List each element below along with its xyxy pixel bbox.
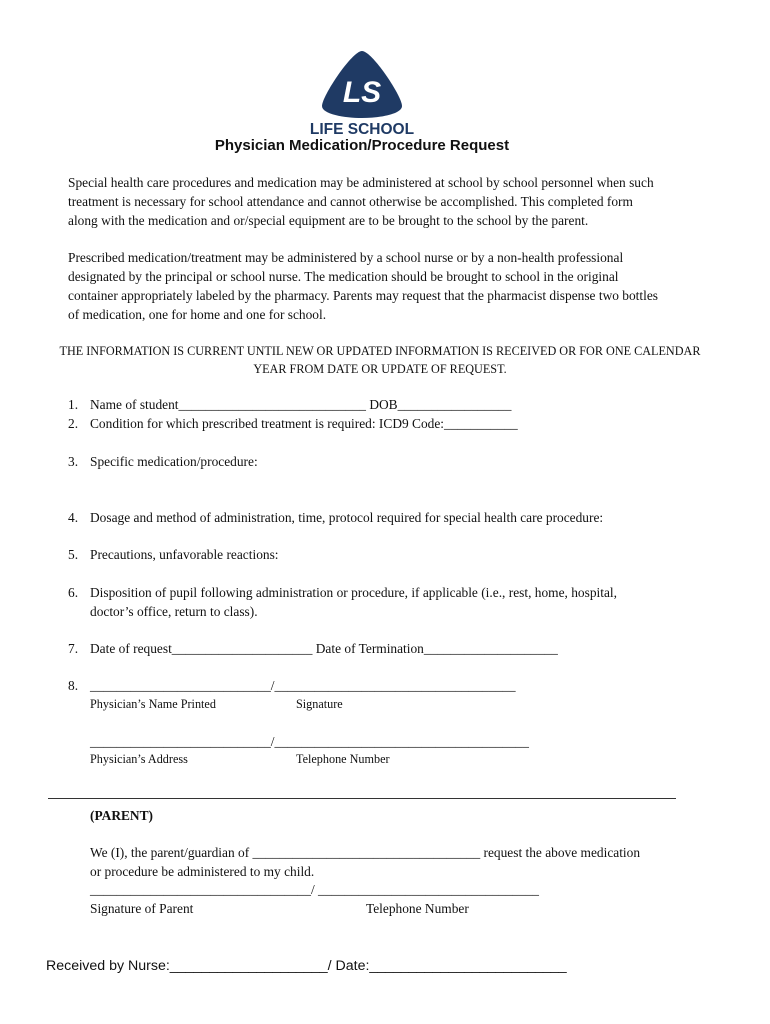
section-divider bbox=[48, 798, 676, 799]
item-number: 6. bbox=[68, 585, 79, 600]
item-number: 1. bbox=[68, 397, 79, 412]
disposition-field[interactable]: Disposition of pupil following administration or procedure, if applicable (i.e., rest, home, hospital, bbox=[90, 585, 617, 600]
item-number: 3. bbox=[68, 454, 79, 469]
student-name-dob-field[interactable]: Name of student____________________________ DOB_________________ bbox=[90, 397, 512, 412]
item-number: 8. bbox=[68, 678, 79, 693]
item-number: 7. bbox=[68, 641, 79, 656]
parent-consent-text: or procedure be administered to my child. bbox=[90, 864, 315, 879]
condition-icd9-field[interactable]: Condition for which prescribed treatment is required: ICD9 Code:___________ bbox=[90, 416, 518, 431]
parent-signature-phone-line[interactable]: _________________________________/ _________________________________ bbox=[90, 882, 539, 897]
validity-notice: THE INFORMATION IS CURRENT UNTIL NEW OR UPDATED INFORMATION IS RECEIVED OR FOR ONE CALENDAR YEAR FROM DATE OR UPDATE OF REQUEST. bbox=[59, 344, 701, 376]
physician-address-phone-line[interactable]: ___________________________/______________________________________ bbox=[90, 734, 529, 749]
parent-heading: (PARENT) bbox=[90, 808, 153, 823]
disposition-field-continued: doctor’s office, return to class). bbox=[90, 604, 258, 619]
svg-text:LS: LS bbox=[342, 76, 382, 109]
physician-name-caption: Physician’s Name Printed bbox=[90, 697, 216, 711]
parent-signature-caption: Signature of Parent bbox=[90, 901, 194, 916]
parent-guardian-field[interactable]: We (I), the parent/guardian of __________________________________ request the above medication bbox=[90, 845, 641, 860]
item-number: 4. bbox=[68, 510, 79, 525]
physician-name-signature-line[interactable]: ___________________________/____________________________________ bbox=[90, 678, 516, 693]
request-termination-dates-field[interactable]: Date of request_____________________ Date of Termination____________________ bbox=[90, 641, 558, 656]
telephone-caption: Telephone Number bbox=[296, 752, 390, 766]
item-number: 2. bbox=[68, 416, 79, 431]
nurse-receipt-line[interactable]: Received by Nurse:____________________/ Date:_________________________ bbox=[46, 958, 567, 974]
medication-procedure-field[interactable]: Specific medication/procedure: bbox=[90, 454, 258, 469]
life-school-logo bbox=[300, 48, 425, 138]
intro-paragraph-1: Special health care procedures and medication may be administered at school by school personnel when such treatment is necessary for school attendance and cannot otherwise be accomplished. This completed form along with the medication and or/special equipment are to be brought to the school by the parent. bbox=[68, 175, 654, 228]
precautions-field[interactable]: Precautions, unfavorable reactions: bbox=[90, 547, 279, 562]
dosage-method-field[interactable]: Dosage and method of administration, time, protocol required for special health care procedure: bbox=[90, 510, 604, 525]
svg-text:LIFE SCHOOL: LIFE SCHOOL bbox=[309, 121, 415, 138]
item-number: 5. bbox=[68, 547, 79, 562]
page-title: Physician Medication/Procedure Request bbox=[214, 137, 510, 154]
signature-caption: Signature bbox=[296, 697, 343, 711]
parent-telephone-caption: Telephone Number bbox=[366, 901, 469, 916]
physician-address-caption: Physician’s Address bbox=[90, 752, 188, 766]
intro-paragraph-2: Prescribed medication/treatment may be administered by a school nurse or by a non-health professional designated by the principal or school nurse. The medication should be brought to school in the original container appropriately labeled by the pharmacy. Parents may request that the pharmacist dispense two bottles of medication, one for home and one for school. bbox=[68, 250, 658, 322]
